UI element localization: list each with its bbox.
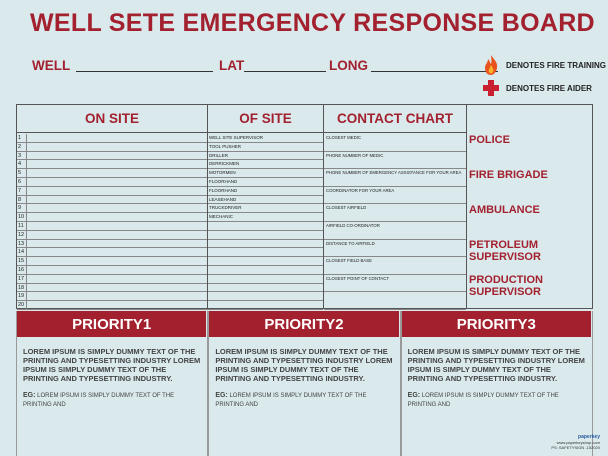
table-row[interactable] [17, 266, 323, 275]
brand-name: paperkey [578, 434, 600, 440]
table-row[interactable] [17, 143, 323, 152]
flame-icon [480, 54, 502, 76]
row-number: 8 [17, 196, 27, 204]
priority-column [16, 311, 208, 456]
personnel-rows [17, 134, 323, 310]
priority-title: PRIORITY1 [17, 311, 207, 337]
off-site-role: FLOORHAND [209, 178, 238, 184]
contact-cell[interactable]: CLOSEST POINT OF CONTACT [324, 275, 466, 293]
priority-example [23, 391, 201, 410]
long-line[interactable] [371, 71, 498, 72]
contact-cell[interactable]: CLOSEST AIRFIELD [324, 204, 466, 222]
contact-cell[interactable]: COORDINATOR FOR YOUR AREA [324, 187, 466, 205]
well-line[interactable] [76, 71, 213, 72]
table-row[interactable] [17, 169, 323, 178]
priority-example [408, 391, 586, 410]
priority-text: LOREM IPSUM IS SIMPLY DUMMY TEXT OF THE PRINTING AND TYPESETTING INDUSTRY LOREM IPSUM IS SIMPLY DUMMY TEXT OF THE PRINTING AND TYPESETTING INDUSTRY. [23, 347, 201, 383]
role-label: PRODUCTION SUPERVISOR [469, 274, 543, 298]
contact-board [16, 104, 593, 309]
contact-cell[interactable]: PHONE NUMBER OF EMERGENCY ASSISTANCE FOR YOUR AREA [324, 169, 466, 187]
footer-logo [551, 435, 600, 450]
off-site-role: TRUCKDRIVER [209, 205, 242, 211]
contact-cell[interactable]: CLOSEST MEDIC [324, 134, 466, 152]
board-title: WELL SETE EMERGENCY RESPONSE BOARD [30, 9, 595, 37]
lat-line[interactable] [244, 71, 326, 72]
row-number: 14 [17, 248, 27, 256]
table-row[interactable] [17, 160, 323, 169]
priority-body [402, 337, 592, 410]
priority-title: PRIORITY3 [402, 311, 592, 337]
row-number: 3 [17, 152, 27, 160]
priority-body [209, 337, 399, 410]
off-site-role: WELL SITE SUPERVISOR [209, 135, 264, 140]
table-row[interactable] [17, 301, 323, 310]
table-row[interactable] [17, 275, 323, 284]
row-number: 18 [17, 284, 27, 292]
table-row[interactable] [17, 204, 323, 213]
row-number: 2 [17, 143, 27, 151]
legend-fire-aider-text: DENOTES FIRE AIDER [506, 83, 592, 93]
row-number: 4 [17, 160, 27, 168]
priority-title: PRIORITY2 [209, 311, 399, 337]
contact-cells [324, 134, 466, 310]
off-site-role: DRILLER [209, 152, 229, 158]
eg-text: LOREM IPSUM IS SIMPLY DUMMY TEXT OF THE PRINTING AND [407, 393, 559, 408]
eg-text: LOREM IPSUM IS SIMPLY DUMMY TEXT OF THE PRINTING AND [215, 393, 367, 408]
off-site-role: MECHANIC [209, 214, 234, 220]
table-row[interactable] [17, 178, 323, 187]
row-number: 5 [17, 169, 27, 177]
row-number: 7 [17, 187, 27, 195]
role-label: AMBULANCE [469, 204, 540, 216]
off-site-role: LEASEHAND [209, 196, 237, 202]
row-number: 12 [17, 231, 27, 239]
contact-chart-header: CONTACT CHART [324, 105, 467, 133]
role-label: FIRE BRIGADE [469, 169, 548, 181]
brand-url: www.paperkeyshop.com [556, 440, 600, 445]
long-label: LONG [329, 58, 368, 73]
eg-label: EG: [407, 392, 421, 399]
table-row[interactable] [17, 213, 323, 222]
row-number: 20 [17, 301, 27, 309]
row-number: 19 [17, 292, 27, 300]
priority-section [16, 311, 593, 456]
lat-label: LAT [219, 58, 245, 73]
table-row[interactable] [17, 196, 323, 205]
well-label: WELL [32, 58, 71, 73]
row-number: 11 [17, 222, 27, 230]
priority-text: LOREM IPSUM IS SIMPLY DUMMY TEXT OF THE PRINTING AND TYPESETTING INDUSTRY LOREM IPSUM IS SIMPLY DUMMY TEXT OF THE PRINTING AND TYPESETTING INDUSTRY. [407, 347, 585, 383]
eg-label: EG: [23, 392, 36, 399]
contact-cell[interactable]: PHONE NUMBER OF MEDIC [324, 152, 466, 170]
table-row[interactable] [17, 222, 323, 231]
priority-text: LOREM IPSUM IS SIMPLY DUMMY TEXT OF THE PRINTING AND TYPESETTING INDUSTRY LOREM IPSUM IS SIMPLY DUMMY TEXT OF THE PRINTING AND TYPESETTING INDUSTRY. [215, 347, 393, 383]
eg-label: EG: [215, 392, 228, 399]
table-row[interactable] [17, 240, 323, 249]
row-number: 6 [17, 178, 27, 186]
table-row[interactable] [17, 187, 323, 196]
row-number: 9 [17, 204, 27, 212]
eg-text: LOREM IPSUM IS SIMPLY DUMMY TEXT OF THE PRINTING AND [23, 393, 175, 408]
table-row[interactable] [17, 134, 323, 143]
off-site-role: MOTORMEN [209, 170, 236, 176]
legend-fire-training [480, 54, 606, 76]
contact-cell[interactable]: DISTANCE TO AIRFIELD [324, 240, 466, 258]
contact-cell[interactable] [324, 292, 466, 310]
row-number: 10 [17, 213, 27, 221]
first-aid-cross-icon [480, 77, 502, 99]
role-label: PETROLEUM SUPERVISOR [469, 239, 541, 263]
sign-code: PS: SAFETYSIGN -152020 [551, 445, 600, 450]
contact-cell[interactable]: CLOSEST FIELD BASE [324, 257, 466, 275]
table-row[interactable] [17, 292, 323, 301]
off-site-role: DERRICKMEN [209, 161, 240, 167]
table-row[interactable] [17, 257, 323, 266]
row-number: 13 [17, 240, 27, 248]
role-label: POLICE [469, 134, 510, 146]
off-site-role: TOOL PUSHER [209, 143, 242, 149]
row-number: 17 [17, 275, 27, 283]
legend-fire-aider [480, 77, 592, 99]
off-site-role: FLOORHAND [209, 187, 238, 193]
row-number: 15 [17, 257, 27, 265]
contact-cell[interactable]: AIRFIELD CO-ORDINATOR [324, 222, 466, 240]
row-number: 16 [17, 266, 27, 274]
table-row[interactable] [17, 231, 323, 240]
emergency-roles [467, 134, 593, 309]
row-number: 1 [17, 134, 27, 142]
table-row[interactable] [17, 248, 323, 257]
priority-body [17, 337, 207, 410]
table-row[interactable] [17, 152, 323, 161]
off-site-header: OF SITE [208, 105, 324, 133]
column-divider [207, 133, 208, 309]
priority-column [208, 311, 400, 456]
priority-example [215, 391, 393, 410]
on-site-header: ON SITE [17, 105, 208, 133]
legend-fire-training-text: DENOTES FIRE TRAINING [506, 60, 607, 70]
table-row[interactable] [17, 284, 323, 293]
